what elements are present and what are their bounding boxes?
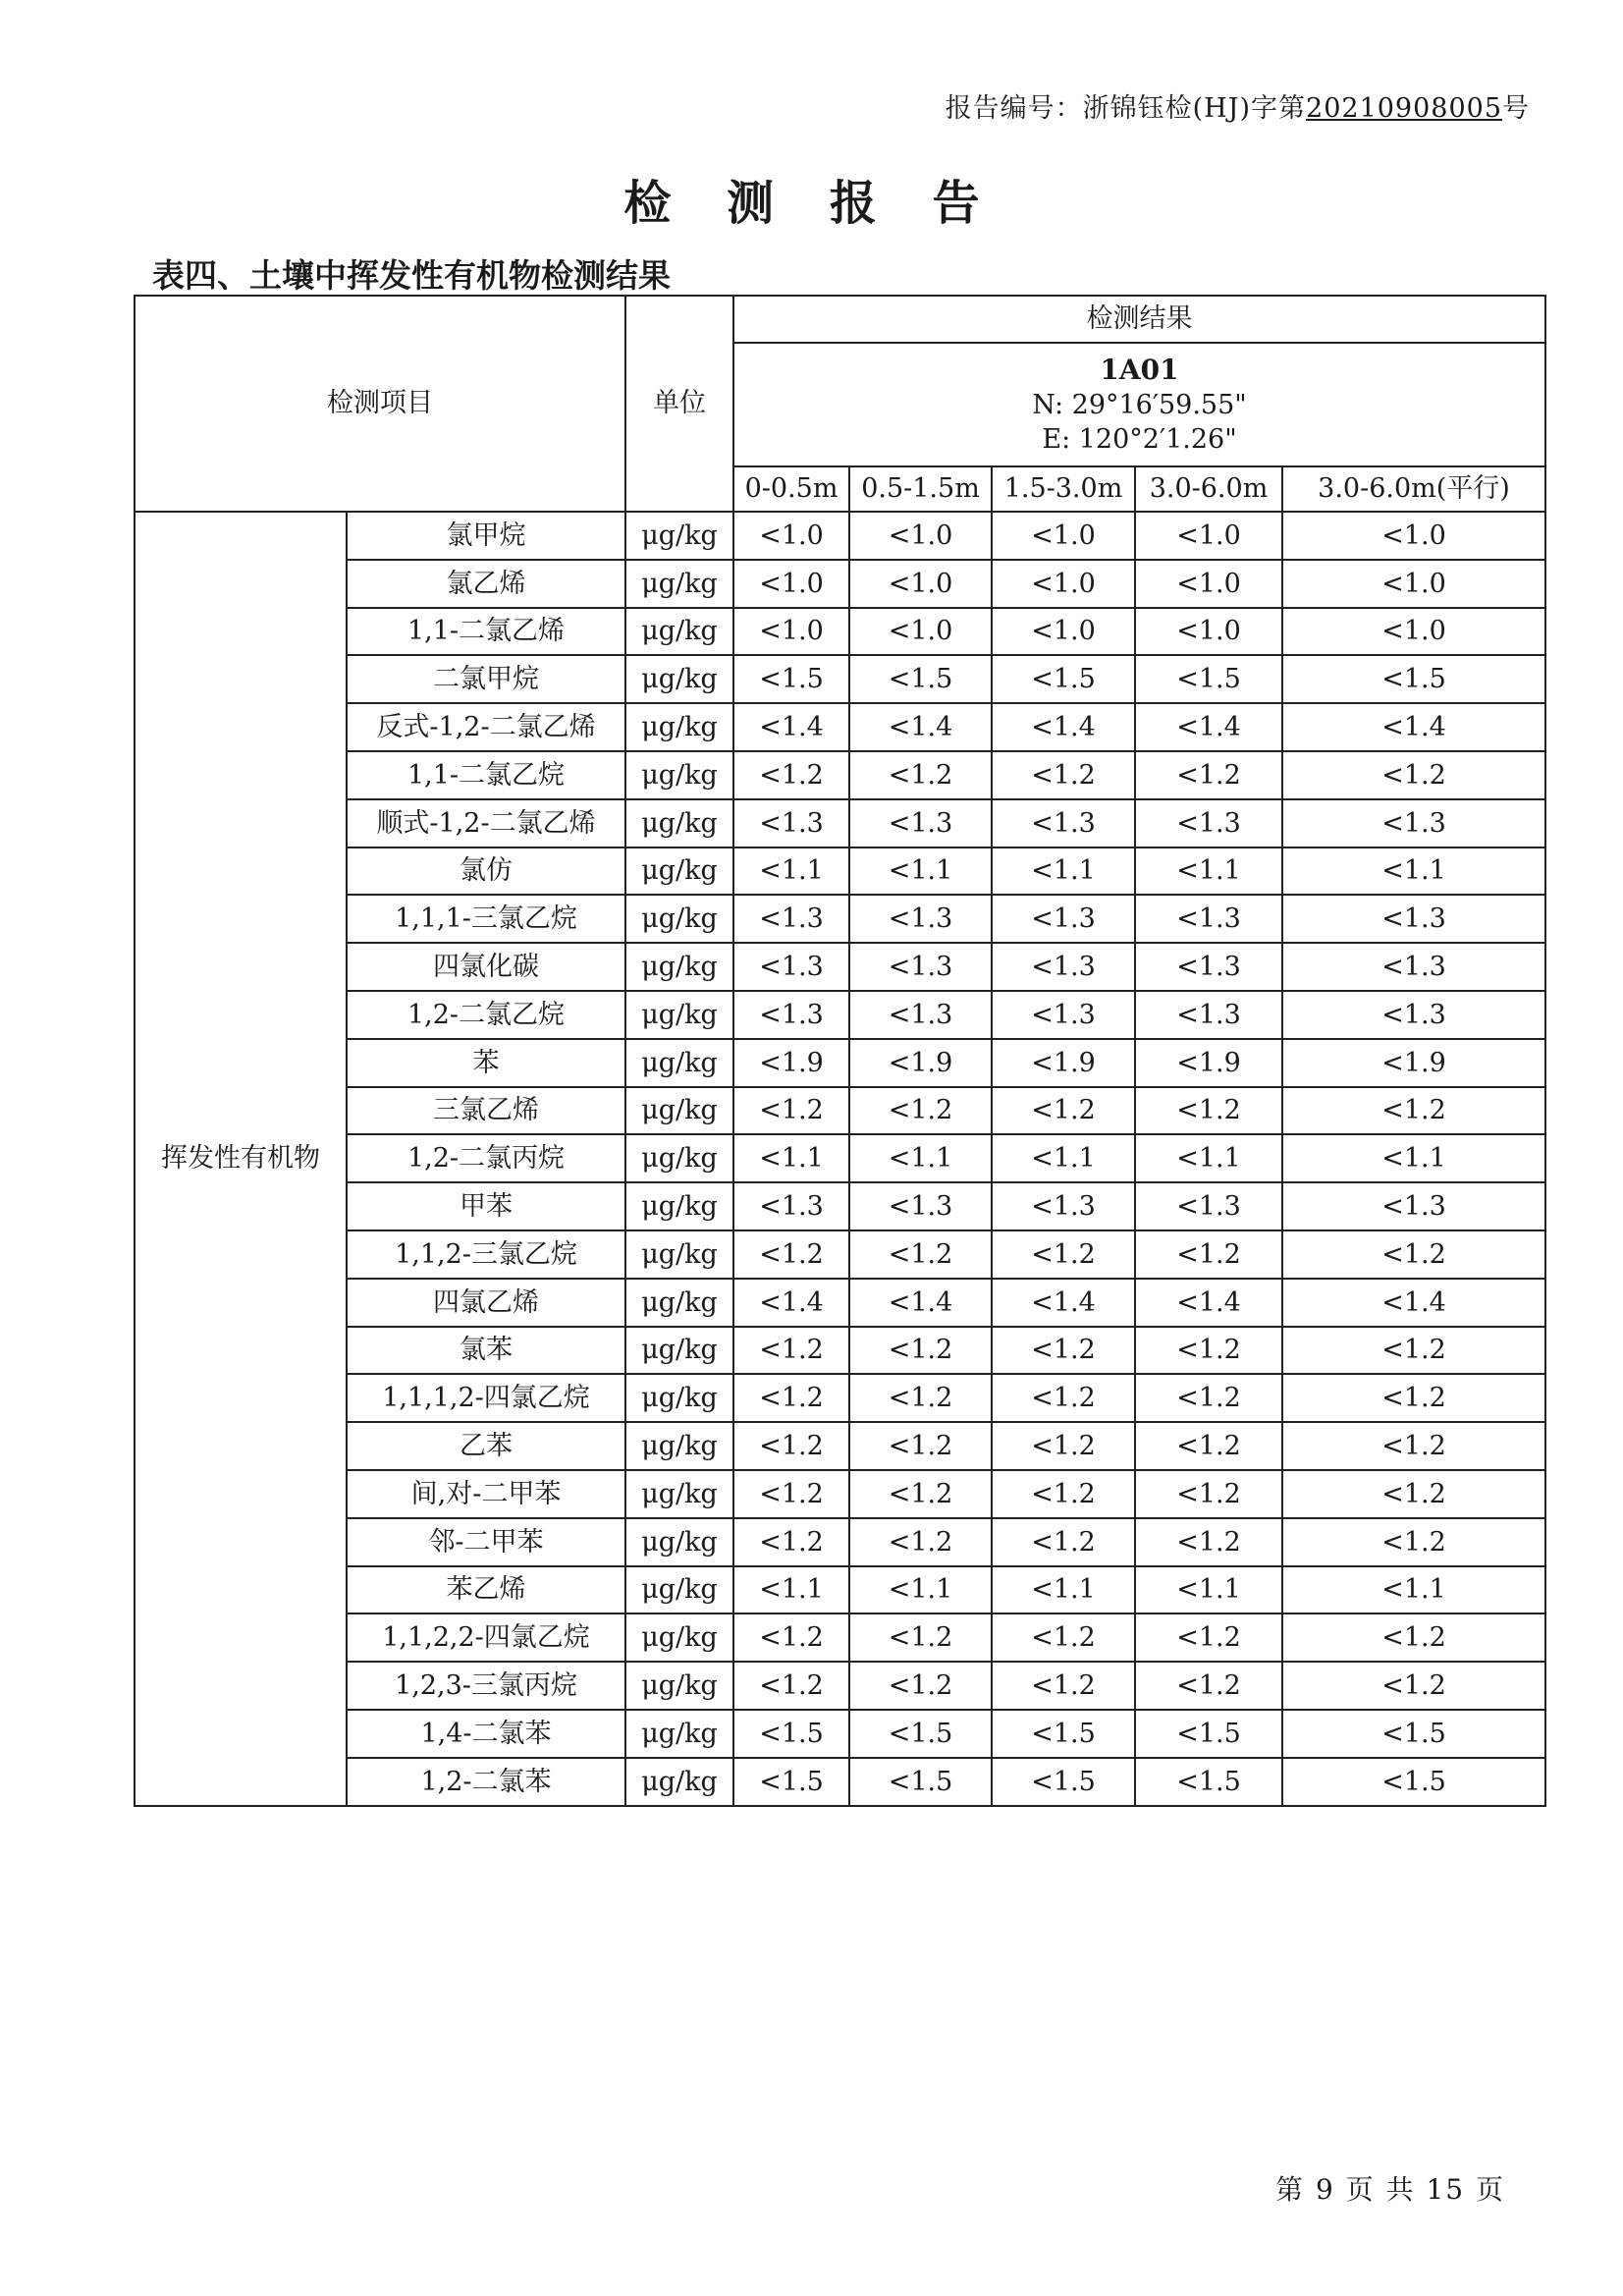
result-value: <1.2 xyxy=(849,1230,992,1279)
result-value: <1.1 xyxy=(733,847,849,896)
table-row xyxy=(135,847,1545,896)
result-value: <1.3 xyxy=(733,943,849,991)
result-value: <1.5 xyxy=(992,1758,1135,1806)
result-value: <1.2 xyxy=(1135,1662,1282,1710)
result-value: <1.2 xyxy=(992,1518,1135,1566)
result-value: <1.2 xyxy=(849,1374,992,1422)
result-value: <1.3 xyxy=(849,895,992,943)
analyte-unit: μg/kg xyxy=(625,1422,733,1470)
table-row xyxy=(135,1710,1545,1758)
analyte-name: 1,1,1,2-四氯乙烷 xyxy=(347,1374,625,1422)
result-value: <1.1 xyxy=(1282,847,1545,896)
result-value: <1.4 xyxy=(849,703,992,751)
result-value: <1.5 xyxy=(849,1758,992,1806)
result-value: <1.0 xyxy=(733,560,849,608)
result-value: <1.2 xyxy=(1282,1327,1545,1375)
result-value: <1.3 xyxy=(992,943,1135,991)
depth-header-0: 0-0.5m xyxy=(733,466,849,512)
report-number-label: 报告编号：浙锦钰检(HJ)字第 xyxy=(945,93,1307,124)
result-value: <1.1 xyxy=(733,1134,849,1182)
report-number-line xyxy=(946,86,1530,125)
result-value: <1.2 xyxy=(733,1087,849,1135)
table-row xyxy=(135,655,1545,703)
result-value: <1.3 xyxy=(1135,1182,1282,1230)
document-title: 检 测 报 告 xyxy=(623,176,1000,231)
result-value: <1.9 xyxy=(992,1039,1135,1087)
analyte-unit: μg/kg xyxy=(625,1327,733,1375)
result-value: <1.5 xyxy=(1135,1758,1282,1806)
result-value: <1.2 xyxy=(992,1422,1135,1470)
result-value: <1.2 xyxy=(992,751,1135,799)
result-value: <1.9 xyxy=(1282,1039,1545,1087)
result-value: <1.2 xyxy=(1282,1422,1545,1470)
analyte-unit: μg/kg xyxy=(625,1230,733,1279)
result-value: <1.3 xyxy=(1135,943,1282,991)
group-label: 挥发性有机物 xyxy=(135,512,347,1806)
result-value: <1.2 xyxy=(849,1470,992,1518)
header-unit: 单位 xyxy=(625,296,733,512)
analyte-name: 氯苯 xyxy=(347,1327,625,1375)
header-result: 检测结果 xyxy=(733,296,1545,343)
result-value: <1.0 xyxy=(1282,560,1545,608)
result-value: <1.2 xyxy=(992,1087,1135,1135)
analyte-name: 氯仿 xyxy=(347,847,625,896)
result-value: <1.3 xyxy=(992,1182,1135,1230)
analyte-unit: μg/kg xyxy=(625,1566,733,1614)
result-value: <1.2 xyxy=(733,1374,849,1422)
result-value: <1.2 xyxy=(849,1422,992,1470)
result-value: <1.2 xyxy=(992,1374,1135,1422)
result-value: <1.2 xyxy=(1282,1518,1545,1566)
analyte-unit: μg/kg xyxy=(625,847,733,896)
analyte-unit: μg/kg xyxy=(625,1470,733,1518)
header-row-1 xyxy=(135,296,1545,343)
analyte-name: 1,2-二氯苯 xyxy=(347,1758,625,1806)
table-row xyxy=(135,1327,1545,1375)
result-value: <1.2 xyxy=(1282,751,1545,799)
analyte-unit: μg/kg xyxy=(625,1518,733,1566)
result-value: <1.2 xyxy=(992,1327,1135,1375)
report-number: 20210908005 xyxy=(1306,93,1502,124)
table-row xyxy=(135,1566,1545,1614)
analyte-name: 1,1,2,2-四氯乙烷 xyxy=(347,1613,625,1662)
result-value: <1.5 xyxy=(849,655,992,703)
result-value: <1.3 xyxy=(733,1182,849,1230)
result-value: <1.2 xyxy=(849,1613,992,1662)
result-value: <1.2 xyxy=(849,1087,992,1135)
result-value: <1.5 xyxy=(733,1758,849,1806)
table-row xyxy=(135,703,1545,751)
result-value: <1.1 xyxy=(1282,1134,1545,1182)
analyte-name: 苯乙烯 xyxy=(347,1566,625,1614)
analyte-unit: μg/kg xyxy=(625,895,733,943)
analyte-name: 1,1-二氯乙烷 xyxy=(347,751,625,799)
result-value: <1.2 xyxy=(849,1662,992,1710)
depth-header-4: 3.0-6.0m(平行) xyxy=(1282,466,1545,512)
analyte-name: 顺式-1,2-二氯乙烯 xyxy=(347,799,625,847)
result-value: <1.2 xyxy=(1282,1662,1545,1710)
analyte-unit: μg/kg xyxy=(625,1279,733,1327)
depth-header-3: 3.0-6.0m xyxy=(1135,466,1282,512)
result-value: <1.5 xyxy=(1282,655,1545,703)
result-value: <1.2 xyxy=(1135,1230,1282,1279)
result-value: <1.5 xyxy=(992,655,1135,703)
table-row xyxy=(135,1662,1545,1710)
analyte-unit: μg/kg xyxy=(625,799,733,847)
analyte-unit: μg/kg xyxy=(625,1613,733,1662)
result-value: <1.3 xyxy=(733,799,849,847)
analyte-name: 四氯乙烯 xyxy=(347,1279,625,1327)
result-value: <1.3 xyxy=(733,991,849,1039)
result-value: <1.2 xyxy=(849,1518,992,1566)
result-value: <1.5 xyxy=(849,1710,992,1758)
result-value: <1.3 xyxy=(992,799,1135,847)
result-value: <1.4 xyxy=(1282,1279,1545,1327)
table-row xyxy=(135,1758,1545,1806)
result-value: <1.3 xyxy=(1282,991,1545,1039)
analyte-name: 苯 xyxy=(347,1039,625,1087)
result-value: <1.2 xyxy=(1135,1422,1282,1470)
analyte-name: 1,1,2-三氯乙烷 xyxy=(347,1230,625,1279)
table-row xyxy=(135,1230,1545,1279)
analyte-unit: μg/kg xyxy=(625,1039,733,1087)
result-value: <1.4 xyxy=(849,1279,992,1327)
analyte-name: 氯乙烯 xyxy=(347,560,625,608)
result-value: <1.3 xyxy=(1282,943,1545,991)
table-row xyxy=(135,1182,1545,1230)
result-value: <1.0 xyxy=(992,608,1135,656)
result-value: <1.1 xyxy=(1135,1134,1282,1182)
analyte-name: 四氯化碳 xyxy=(347,943,625,991)
result-value: <1.1 xyxy=(733,1566,849,1614)
page-number: 第 9 页 共 15 页 xyxy=(1275,2173,1505,2206)
depth-header-1: 0.5-1.5m xyxy=(849,466,992,512)
result-value: <1.4 xyxy=(992,703,1135,751)
analyte-unit: μg/kg xyxy=(625,1662,733,1710)
analyte-name: 甲苯 xyxy=(347,1182,625,1230)
result-value: <1.0 xyxy=(849,512,992,560)
table-title: 表四、土壤中挥发性有机物检测结果 xyxy=(152,256,671,295)
result-value: <1.4 xyxy=(733,703,849,751)
analyte-unit: μg/kg xyxy=(625,655,733,703)
table-row xyxy=(135,895,1545,943)
analyte-name: 二氯甲烷 xyxy=(347,655,625,703)
result-value: <1.2 xyxy=(849,751,992,799)
result-value: <1.0 xyxy=(992,560,1135,608)
result-value: <1.2 xyxy=(992,1662,1135,1710)
result-value: <1.2 xyxy=(1282,1087,1545,1135)
result-value: <1.4 xyxy=(992,1279,1135,1327)
result-value: <1.1 xyxy=(849,847,992,896)
table-row xyxy=(135,560,1545,608)
analyte-unit: μg/kg xyxy=(625,1134,733,1182)
analyte-name: 1,2-二氯丙烷 xyxy=(347,1134,625,1182)
result-value: <1.3 xyxy=(992,895,1135,943)
result-value: <1.1 xyxy=(849,1566,992,1614)
analyte-unit: μg/kg xyxy=(625,703,733,751)
table-row xyxy=(135,1518,1545,1566)
result-value: <1.0 xyxy=(1282,512,1545,560)
result-value: <1.5 xyxy=(1282,1710,1545,1758)
result-value: <1.3 xyxy=(1282,895,1545,943)
analyte-name: 1,4-二氯苯 xyxy=(347,1710,625,1758)
result-value: <1.2 xyxy=(733,751,849,799)
analyte-name: 三氯乙烯 xyxy=(347,1087,625,1135)
result-value: <1.2 xyxy=(1135,1087,1282,1135)
result-value: <1.3 xyxy=(849,799,992,847)
analyte-name: 反式-1,2-二氯乙烯 xyxy=(347,703,625,751)
result-value: <1.2 xyxy=(733,1470,849,1518)
table-row xyxy=(135,1613,1545,1662)
result-value: <1.2 xyxy=(992,1230,1135,1279)
result-value: <1.2 xyxy=(1135,751,1282,799)
result-value: <1.5 xyxy=(1135,1710,1282,1758)
analyte-unit: μg/kg xyxy=(625,1710,733,1758)
header-item: 检测项目 xyxy=(135,296,625,512)
result-value: <1.2 xyxy=(1282,1470,1545,1518)
result-value: <1.2 xyxy=(733,1613,849,1662)
result-value: <1.4 xyxy=(733,1279,849,1327)
result-value: <1.4 xyxy=(1135,1279,1282,1327)
analyte-name: 1,2-二氯乙烷 xyxy=(347,991,625,1039)
result-value: <1.3 xyxy=(849,1182,992,1230)
analyte-unit: μg/kg xyxy=(625,1758,733,1806)
result-value: <1.9 xyxy=(1135,1039,1282,1087)
result-value: <1.3 xyxy=(1135,895,1282,943)
analyte-name: 1,2,3-三氯丙烷 xyxy=(347,1662,625,1710)
result-value: <1.2 xyxy=(1282,1374,1545,1422)
analyte-name: 氯甲烷 xyxy=(347,512,625,560)
result-value: <1.0 xyxy=(733,512,849,560)
analyte-unit: μg/kg xyxy=(625,608,733,656)
result-value: <1.3 xyxy=(1135,799,1282,847)
analyte-unit: μg/kg xyxy=(625,512,733,560)
analyte-unit: μg/kg xyxy=(625,1087,733,1135)
result-value: <1.3 xyxy=(1282,799,1545,847)
result-value: <1.4 xyxy=(1282,703,1545,751)
result-value: <1.2 xyxy=(733,1422,849,1470)
analyte-unit: μg/kg xyxy=(625,560,733,608)
result-value: <1.2 xyxy=(1135,1374,1282,1422)
result-value: <1.0 xyxy=(1135,560,1282,608)
result-value: <1.2 xyxy=(733,1230,849,1279)
result-value: <1.0 xyxy=(1282,608,1545,656)
result-value: <1.3 xyxy=(733,895,849,943)
table-row xyxy=(135,1134,1545,1182)
result-value: <1.2 xyxy=(849,1327,992,1375)
result-value: <1.0 xyxy=(849,560,992,608)
site-id: 1A01 xyxy=(1100,353,1179,386)
table-row xyxy=(135,1374,1545,1422)
table-row xyxy=(135,943,1545,991)
result-value: <1.3 xyxy=(1135,991,1282,1039)
result-value: <1.2 xyxy=(733,1518,849,1566)
result-value: <1.5 xyxy=(733,655,849,703)
result-value: <1.2 xyxy=(992,1613,1135,1662)
result-value: <1.0 xyxy=(1135,608,1282,656)
result-value: <1.5 xyxy=(1282,1758,1545,1806)
table-row xyxy=(135,608,1545,656)
table-row xyxy=(135,799,1545,847)
analyte-name: 间,对-二甲苯 xyxy=(347,1470,625,1518)
result-value: <1.1 xyxy=(1282,1566,1545,1614)
result-value: <1.0 xyxy=(849,608,992,656)
analyte-unit: μg/kg xyxy=(625,751,733,799)
result-value: <1.3 xyxy=(849,943,992,991)
table-row xyxy=(135,991,1545,1039)
result-value: <1.4 xyxy=(1135,703,1282,751)
analyte-unit: μg/kg xyxy=(625,943,733,991)
result-value: <1.1 xyxy=(849,1134,992,1182)
result-value: <1.3 xyxy=(1282,1182,1545,1230)
table-row xyxy=(135,751,1545,799)
result-value: <1.3 xyxy=(992,991,1135,1039)
result-value: <1.2 xyxy=(1135,1613,1282,1662)
site-info xyxy=(733,343,1545,466)
result-value: <1.5 xyxy=(1135,655,1282,703)
result-value: <1.0 xyxy=(1135,512,1282,560)
table-row xyxy=(135,1039,1545,1087)
result-value: <1.2 xyxy=(733,1662,849,1710)
result-value: <1.2 xyxy=(733,1327,849,1375)
table-row xyxy=(135,1087,1545,1135)
table-row xyxy=(135,1279,1545,1327)
result-value: <1.1 xyxy=(992,1566,1135,1614)
analyte-name: 1,1-二氯乙烯 xyxy=(347,608,625,656)
analyte-unit: μg/kg xyxy=(625,1182,733,1230)
analyte-name: 1,1,1-三氯乙烷 xyxy=(347,895,625,943)
table-row xyxy=(135,512,1545,560)
result-value: <1.3 xyxy=(849,991,992,1039)
analyte-name: 邻-二甲苯 xyxy=(347,1518,625,1566)
result-value: <1.5 xyxy=(733,1710,849,1758)
result-value: <1.1 xyxy=(1135,1566,1282,1614)
result-value: <1.2 xyxy=(1135,1327,1282,1375)
depth-header-2: 1.5-3.0m xyxy=(992,466,1135,512)
result-value: <1.9 xyxy=(733,1039,849,1087)
result-value: <1.2 xyxy=(1282,1230,1545,1279)
result-value: <1.2 xyxy=(992,1470,1135,1518)
report-number-suffix: 号 xyxy=(1502,93,1530,124)
result-value: <1.1 xyxy=(992,1134,1135,1182)
result-value: <1.9 xyxy=(849,1039,992,1087)
table-row xyxy=(135,1422,1545,1470)
result-value: <1.2 xyxy=(1282,1613,1545,1662)
result-value: <1.1 xyxy=(1135,847,1282,896)
table-row xyxy=(135,1470,1545,1518)
results-table xyxy=(134,295,1546,1807)
result-value: <1.5 xyxy=(992,1710,1135,1758)
analyte-unit: μg/kg xyxy=(625,991,733,1039)
result-value: <1.0 xyxy=(733,608,849,656)
result-value: <1.0 xyxy=(992,512,1135,560)
analyte-name: 乙苯 xyxy=(347,1422,625,1470)
result-value: <1.2 xyxy=(1135,1518,1282,1566)
analyte-unit: μg/kg xyxy=(625,1374,733,1422)
site-longitude: E: 120°2′1.26" xyxy=(1042,424,1237,456)
result-value: <1.2 xyxy=(1135,1470,1282,1518)
site-latitude: N: 29°16′59.55" xyxy=(1032,390,1247,421)
result-value: <1.1 xyxy=(992,847,1135,896)
